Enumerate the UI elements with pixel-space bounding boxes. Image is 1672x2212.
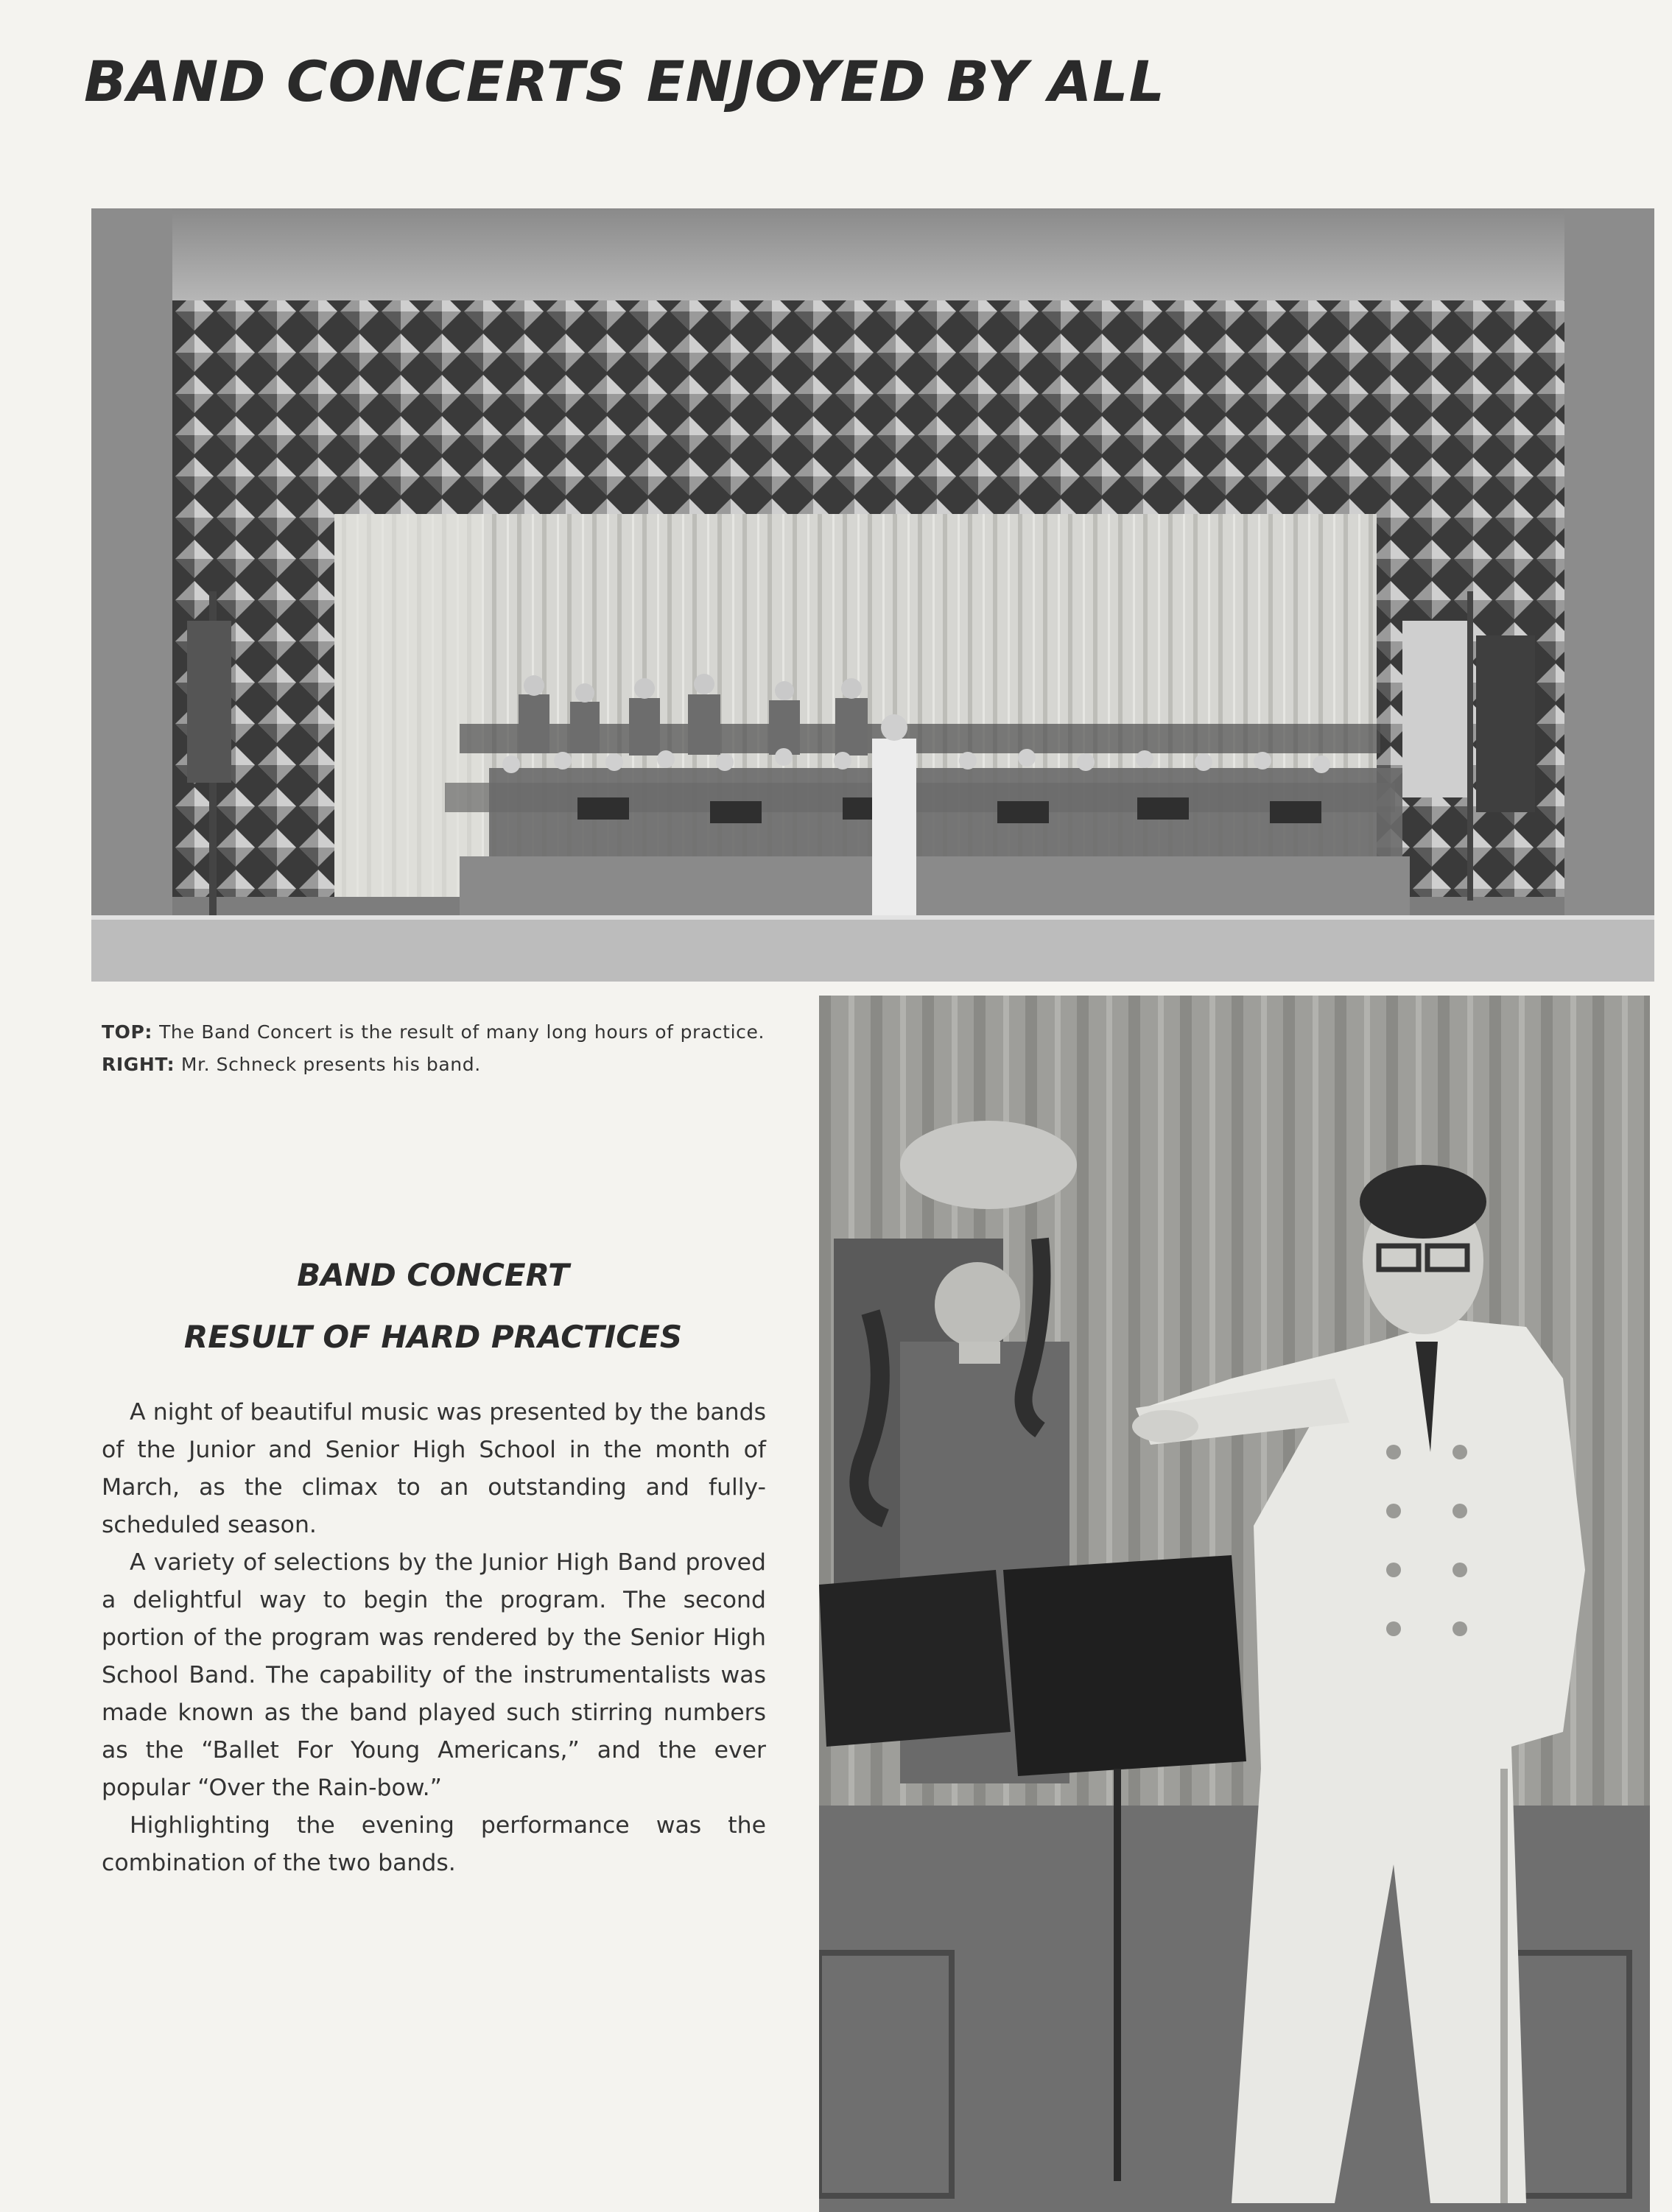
article-paragraph: A variety of selections by the Junior High Band proved a delightful way to begin the program. The second portion of the program was rendered by the Senior High School Band. The capability of the instrumentalists was made known as the band played such stirring numbers as the “Ballet For Young Americans,” and the ever popular “Over the Rain-bow.”	[102, 1549, 766, 1801]
article-paragraph: A night of beautiful music was presented by the bands of the Junior and Senior High School in the month of March, as the climax to an outstanding and fully-scheduled season.	[102, 1399, 766, 1538]
band-on-stage-photo	[91, 208, 1654, 982]
article-heading	[102, 1244, 765, 1368]
caption-right-text: Mr. Schneck presents his band.	[180, 1054, 481, 1075]
caption-top-text: The Band Concert is the result of many long hours of practice.	[159, 1021, 765, 1043]
page-headline: BAND CONCERTS ENJOYED BY ALL	[84, 49, 1166, 114]
photo-caption	[102, 1016, 765, 1081]
article-heading-line1: BAND CONCERT	[297, 1257, 569, 1293]
article-body	[102, 1394, 766, 1882]
article-paragraph: Highlighting the evening performance was the combination of the two bands.	[102, 1812, 766, 1876]
caption-right-label: RIGHT:	[102, 1054, 175, 1075]
caption-top-label: TOP:	[102, 1021, 153, 1043]
article-heading-line2: RESULT OF HARD PRACTICES	[183, 1319, 683, 1355]
director-presenting-band-photo	[819, 996, 1650, 2212]
